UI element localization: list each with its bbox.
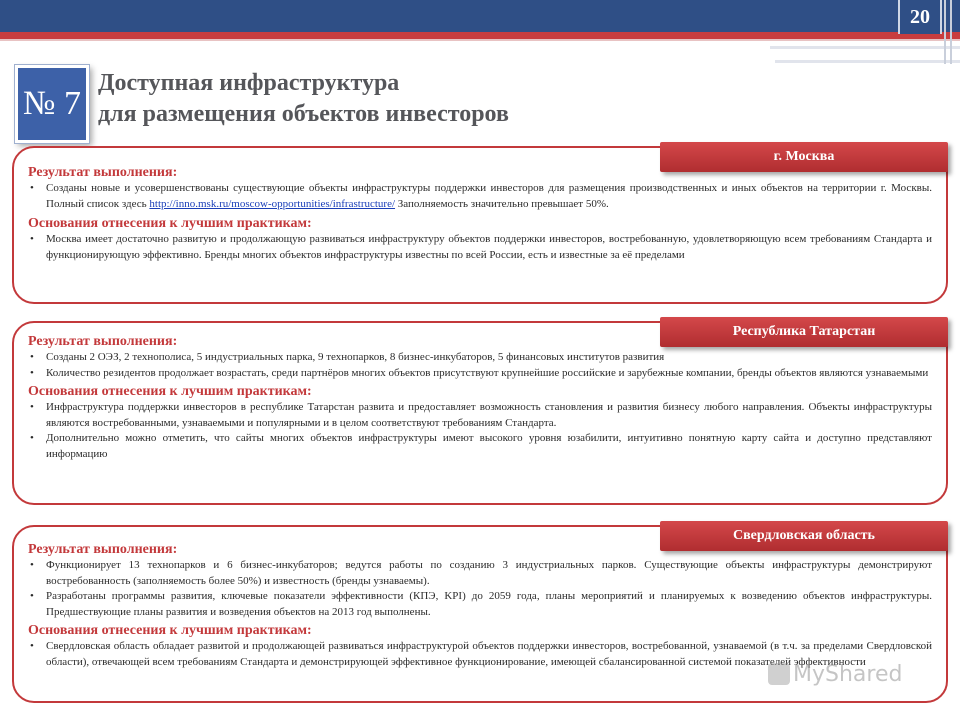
- list-item: • Москва имеет достаточно развитую и продолжающую развиваться инфраструктуру объектов поддержки инвесторов, востребованную, удовлетворяющую всем требованиям Стандарта и функционирующую эффективно. Бренды многих объектов инфраструктуры известны по всей России, есть и известные за её пределами: [46, 232, 932, 263]
- decor-line: [775, 60, 960, 63]
- result-list: [28, 558, 932, 620]
- list-item: • Разработаны программы развития, ключевые показатели эффективности (КПЭ, KPI) до 2059 года, планы мероприятий и планируемых к возведению объектов инфраструктуры. Предшествующие планы развития и возведения объектов на 2013 год выполнены.: [46, 589, 932, 620]
- list-item: • Количество резидентов продолжает возрастать, среди партнёров многих объектов присутствуют крупнейшие российские и зарубежные компании, бренды объектов являются узнаваемыми: [46, 366, 932, 382]
- list-item: • Свердловская область обладает развитой и продолжающей развиваться инфраструктурой объектов поддержки инвесторов, востребованной, узнаваемой (в т.ч. за пределами Свердловской области), отвечающей всем требованиям Стандарта и демонстрирующей эффективное функционирование, имеющей сбалансированной системой показателей эффективности: [46, 639, 932, 670]
- region-panel-moscow: [12, 146, 948, 304]
- decor-vertical-bar: [944, 0, 946, 64]
- decor-vertical-bar: [950, 0, 952, 64]
- watermark: MyShared: [768, 662, 928, 688]
- top-bar: [0, 0, 960, 32]
- list-item: • Созданы 2 ОЭЗ, 2 технополиса, 5 индустриальных парка, 9 технопарков, 8 бизнес-инкубаторов, 5 финансовых институтов развития: [46, 350, 932, 366]
- title-line-2: для размещения объектов инвесторов: [98, 101, 509, 127]
- top-red-stripe: [0, 32, 960, 39]
- result-heading: Результат выполнения:: [28, 334, 178, 349]
- list-item: • Созданы новые и усовершенствованы существующие объекты инфраструктуры поддержки инвесторов для размещения производственных и иных объектов на территории г. Москвы. Полный список здесь http://inno.msk.ru/moscow-opportunities/infrastructure/ Заполняемость значительно превышает 50%.: [46, 181, 932, 212]
- result-heading: Результат выполнения:: [28, 165, 178, 180]
- basis-heading: Основания отнесения к лучшим практикам:: [28, 384, 312, 399]
- result-heading: Результат выполнения:: [28, 542, 178, 557]
- list-item: • Дополнительно можно отметить, что сайты многих объектов инфраструктуры имеют высокого уровня юзабилити, интуитивно понятную карту сайта и доступно представляют информацию: [46, 431, 932, 462]
- panel-content: [28, 164, 932, 263]
- slide-number-badge: № 7: [15, 65, 89, 143]
- decor-line: [770, 46, 960, 49]
- result-list: [28, 350, 932, 381]
- page-number: 20: [898, 0, 942, 34]
- top-pink-line: [0, 39, 960, 41]
- region-tab: Свердловская область: [660, 521, 948, 551]
- basis-heading: Основания отнесения к лучшим практикам:: [28, 216, 312, 231]
- panel-content: [28, 333, 932, 462]
- list-item: • Функционирует 13 технопарков и 6 бизнес-инкубаторов; ведутся работы по созданию 3 индустриальных парков. Существующие объекты инфраструктуры демонстрируют востребованность (заполняемость более 50%) и известность (бренды узнаваемы).: [46, 558, 932, 589]
- watermark-logo-icon: [768, 663, 790, 685]
- region-tab: Республика Татарстан: [660, 317, 948, 347]
- panel-content: [28, 541, 932, 670]
- list-item: • Инфраструктура поддержки инвесторов в республике Татарстан развита и предоставляет возможность становления и развития бизнесу любого направления. Объекты инфраструктуры являются востребованными, узнаваемыми и популярными и в целом соответствуют требованиям Стандарта.: [46, 400, 932, 431]
- infrastructure-link[interactable]: http://inno.msk.ru/moscow-opportunities/infrastructure/: [149, 197, 396, 210]
- basis-list: [28, 232, 932, 263]
- result-list: [28, 181, 932, 212]
- basis-heading: Основания отнесения к лучшим практикам:: [28, 623, 312, 638]
- basis-list: [28, 400, 932, 462]
- region-tab: г. Москва: [660, 142, 948, 172]
- title-line-1: Доступная инфраструктура: [98, 70, 400, 96]
- slide-title: [98, 68, 738, 130]
- region-panel-tatarstan: [12, 321, 948, 505]
